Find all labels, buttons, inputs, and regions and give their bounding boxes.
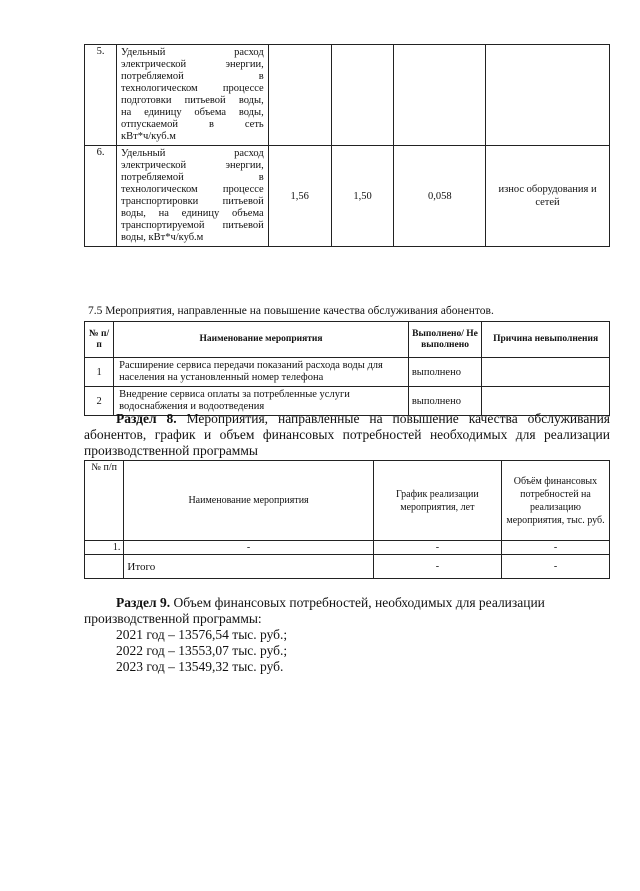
- desc-line: воды, на единицу объема: [121, 208, 264, 219]
- section-7-5-title: 7.5 Мероприятия, направленные на повышение качества обслуживания абонентов.: [88, 305, 494, 317]
- reason-cell: износ оборудования и сетей: [486, 146, 610, 247]
- header-name: Наименование мероприятия: [114, 322, 409, 358]
- desc-line: кВт*ч/куб.м: [121, 131, 176, 142]
- row-number: 5.: [85, 45, 117, 146]
- header-num: № п/п: [85, 461, 124, 541]
- section-9-paragraph: [84, 595, 610, 675]
- row-number: 6.: [85, 146, 117, 247]
- indicators-table: [84, 44, 610, 247]
- desc-line: отпускаемой в сеть: [121, 119, 264, 130]
- desc-line: Удельный расход: [121, 148, 264, 159]
- desc-line: транспортируемой питьевой: [121, 220, 264, 231]
- desc-line: подготовки питьевой воды,: [121, 95, 264, 106]
- table-row: [85, 45, 610, 146]
- section-9-label: Раздел 9.: [116, 595, 171, 610]
- table-total-row: [85, 555, 610, 579]
- planned-value: 1,56: [268, 146, 331, 247]
- header-num: № п/п: [85, 322, 114, 358]
- actual-value: [331, 45, 394, 146]
- reason-cell: [486, 45, 610, 146]
- indicator-description: [117, 45, 269, 146]
- measure-status: выполнено: [408, 387, 481, 416]
- total-schedule: -: [373, 555, 501, 579]
- header-status: Выполнено/ Не выполнено: [408, 322, 481, 358]
- section-8-label: Раздел 8.: [116, 411, 177, 426]
- measure-name: -: [124, 541, 373, 555]
- measure-reason: [482, 358, 610, 387]
- measure-schedule: -: [373, 541, 501, 555]
- table-row: [85, 146, 610, 247]
- table-header-row: [85, 322, 610, 358]
- section-8-paragraph: [84, 411, 610, 459]
- desc-line: потребляемой в: [121, 71, 264, 82]
- year-amount: 2021 год – 13576,54 тыс. руб.;: [116, 627, 288, 642]
- desc-line: технологическом процессе: [121, 184, 264, 195]
- year-amount: 2022 год – 13553,07 тыс. руб.;: [116, 643, 288, 658]
- header-finance: Объём финансовых потребностей на реализацию мероприятия, тыс. руб.: [501, 461, 609, 541]
- indicator-description: [117, 146, 269, 247]
- desc-line: Удельный расход: [121, 47, 264, 58]
- deviation-value: 0,058: [394, 146, 486, 247]
- row-number: 2: [85, 387, 114, 416]
- row-number: 1: [85, 358, 114, 387]
- financial-needs-table: [84, 460, 610, 579]
- desc-line: электрической энергии,: [121, 160, 264, 171]
- row-number: 1.: [85, 541, 124, 555]
- table-row: [85, 358, 610, 387]
- deviation-value: [394, 45, 486, 146]
- year-amount: 2023 год – 13549,32 тыс. руб.: [116, 659, 284, 674]
- desc-line: воды, кВт*ч/куб.м: [121, 232, 204, 243]
- table-header-row: [85, 461, 610, 541]
- header-name: Наименование мероприятия: [124, 461, 373, 541]
- measure-status: выполнено: [408, 358, 481, 387]
- header-reason: Причина невыполнения: [482, 322, 610, 358]
- desc-line: электрической энергии,: [121, 59, 264, 70]
- section-8-text: Мероприятия, направленные на повышение качества обслуживания: [186, 411, 611, 426]
- desc-line: технологическом процессе: [121, 83, 264, 94]
- section-9-text: Объем финансовых потребностей, необходимых для реализации: [173, 595, 545, 610]
- service-measures-table: [84, 321, 610, 416]
- desc-line: транспортировки питьевой: [121, 196, 264, 207]
- section-9-text: производственной программы:: [84, 611, 262, 626]
- measure-name: Внедрение сервиса оплаты за потребленные услуги водоснабжения и водоотведения: [114, 387, 409, 416]
- empty-cell: [85, 555, 124, 579]
- total-label: Итого: [124, 555, 373, 579]
- measure-name: Расширение сервиса передачи показаний расхода воды для населения на установленный номер телефона: [114, 358, 409, 387]
- table-row: [85, 541, 610, 555]
- desc-line: на единицу объема воды,: [121, 107, 264, 118]
- section-8-text: производственной программы: [84, 443, 258, 458]
- planned-value: [268, 45, 331, 146]
- actual-value: 1,50: [331, 146, 394, 247]
- section-8-text: абонентов, график и объем финансовых потребностей необходимых для реализации: [84, 427, 610, 442]
- desc-line: потребляемой в: [121, 172, 264, 183]
- header-schedule: График реализации мероприятия, лет: [373, 461, 501, 541]
- measure-finance: -: [501, 541, 609, 555]
- total-finance: -: [501, 555, 609, 579]
